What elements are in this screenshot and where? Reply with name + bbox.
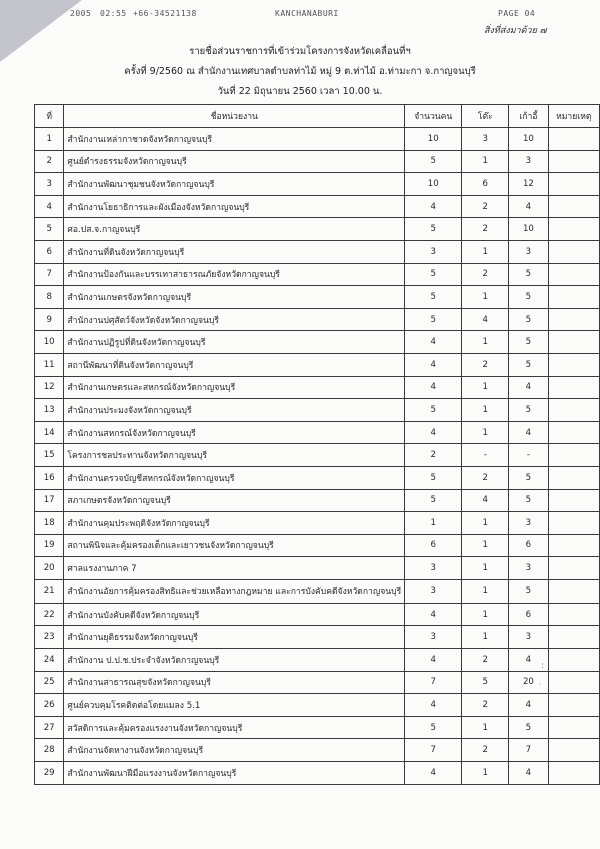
row-number: 11 (35, 353, 64, 376)
fax-location: KANCHANABURI (275, 9, 339, 18)
row-number: 2 (35, 150, 64, 173)
agency-name: สำนักงานจัดหางานจังหวัดกาญจนบุรี (64, 739, 405, 762)
people-count: 7 (405, 739, 462, 762)
table-count: 6 (462, 173, 509, 196)
chair-count: 5 (509, 331, 548, 354)
row-number: 26 (35, 694, 64, 717)
table-row (35, 512, 600, 535)
row-number: 15 (35, 444, 64, 467)
row-number: 5 (35, 218, 64, 241)
remark-cell (548, 263, 599, 286)
people-count: 3 (405, 557, 462, 580)
remark-cell (548, 240, 599, 263)
agency-name: สำนักงานบังคับคดีจังหวัดกาญจนบุรี (64, 603, 405, 626)
table-row (35, 489, 600, 512)
remark-cell (548, 444, 599, 467)
people-count: 4 (405, 694, 462, 717)
table-count: 1 (462, 286, 509, 309)
chair-count: 3 (509, 512, 548, 535)
agency-name: สำนักงานคุมประพฤติจังหวัดกาญจนบุรี (64, 512, 405, 535)
agency-name: สำนักงานปฏิรูปที่ดินจังหวัดกาญจนบุรี (64, 331, 405, 354)
chair-count: 4 (509, 694, 548, 717)
chair-count: 5 (509, 466, 548, 489)
scan-mark: ' (539, 682, 542, 692)
table-count: 1 (462, 534, 509, 557)
row-number: 18 (35, 512, 64, 535)
chair-count: 5 (509, 308, 548, 331)
remark-cell (548, 308, 599, 331)
people-count: 5 (405, 263, 462, 286)
remark-cell (548, 399, 599, 422)
chair-count: 7 (509, 739, 548, 762)
document-title: รายชื่อส่วนราชการที่เข้าร่วมโครงการจังหวัดเคลื่อนที่ฯ (189, 46, 411, 57)
table-row (35, 331, 600, 354)
row-number: 29 (35, 762, 64, 785)
table-row (35, 240, 600, 263)
table-count: 5 (462, 671, 509, 694)
table-count: 2 (462, 649, 509, 672)
chair-count: 6 (509, 534, 548, 557)
remark-cell (548, 649, 599, 672)
agency-name: สำนักงานสาธารณสุขจังหวัดกาญจนบุรี (64, 671, 405, 694)
remark-cell (548, 739, 599, 762)
agency-name: สำนักงานโยธาธิการและผังเมืองจังหวัดกาญจนบุรี (64, 195, 405, 218)
people-count: 4 (405, 376, 462, 399)
table-row (35, 150, 600, 173)
table-count: 3 (462, 128, 509, 151)
row-number: 9 (35, 308, 64, 331)
row-number: 16 (35, 466, 64, 489)
agency-name: สำนักงานพัฒนาฝีมือแรงงานจังหวัดกาญจนบุรี (64, 762, 405, 785)
remark-cell (548, 671, 599, 694)
remark-cell (548, 173, 599, 196)
table-count: 4 (462, 489, 509, 512)
table-row (35, 173, 600, 196)
row-number: 8 (35, 286, 64, 309)
table-row (35, 671, 600, 694)
people-count: 1 (405, 512, 462, 535)
agency-name: ศูนย์ควบคุมโรคติดต่อโดยแมลง 5.1 (64, 694, 405, 717)
chair-count: 4 (509, 762, 548, 785)
table-count: 1 (462, 762, 509, 785)
table-row (35, 739, 600, 762)
chair-count: 5 (509, 263, 548, 286)
row-number: 25 (35, 671, 64, 694)
table-count: 2 (462, 739, 509, 762)
remark-cell (548, 603, 599, 626)
table-row (35, 399, 600, 422)
table-count: 1 (462, 557, 509, 580)
table-row (35, 716, 600, 739)
handwritten-note: สิ่งที่ส่งมาด้วย ๗ (484, 26, 547, 36)
remark-cell (548, 694, 599, 717)
row-number: 23 (35, 626, 64, 649)
fax-time: 02:55 (100, 9, 127, 18)
people-count: 4 (405, 762, 462, 785)
agency-name: สำนักงานเกษตรและสหกรณ์จังหวัดกาญจนบุรี (64, 376, 405, 399)
fax-date: 2005 (70, 9, 92, 18)
agency-name: สถานีพัฒนาที่ดินจังหวัดกาญจนบุรี (64, 353, 405, 376)
agency-name: สำนักงานที่ดินจังหวัดกาญจนบุรี (64, 240, 405, 263)
table-count: 2 (462, 195, 509, 218)
table-row (35, 195, 600, 218)
header-tables: โต๊ะ (462, 105, 509, 128)
table-count: 1 (462, 512, 509, 535)
agency-name: สำนักงานปศุสัตว์จังหวัดจังหวัดกาญจนบุรี (64, 308, 405, 331)
table-count: 1 (462, 421, 509, 444)
remark-cell (548, 534, 599, 557)
row-number: 12 (35, 376, 64, 399)
table-row (35, 286, 600, 309)
people-count: 3 (405, 240, 462, 263)
agency-name: สำนักงานเกษตรจังหวัดกาญจนบุรี (64, 286, 405, 309)
table-row (35, 128, 600, 151)
people-count: 4 (405, 421, 462, 444)
agency-name: ศอ.ปส.จ.กาญจนบุรี (64, 218, 405, 241)
row-number: 6 (35, 240, 64, 263)
people-count: 5 (405, 218, 462, 241)
row-number: 22 (35, 603, 64, 626)
people-count: 4 (405, 331, 462, 354)
fax-page-number: PAGE 04 (498, 9, 536, 18)
table-count: 1 (462, 716, 509, 739)
row-number: 27 (35, 716, 64, 739)
chair-count: 3 (509, 626, 548, 649)
chair-count: 3 (509, 150, 548, 173)
people-count: 3 (405, 626, 462, 649)
agency-name: โครงการชลประทานจังหวัดกาญจนบุรี (64, 444, 405, 467)
table-count: 2 (462, 694, 509, 717)
agency-name: สำนักงานประมงจังหวัดกาญจนบุรี (64, 399, 405, 422)
remark-cell (548, 376, 599, 399)
table-row (35, 421, 600, 444)
remark-cell (548, 579, 599, 603)
row-number: 17 (35, 489, 64, 512)
header-chairs: เก้าอี้ (509, 105, 548, 128)
row-number: 1 (35, 128, 64, 151)
remark-cell (548, 331, 599, 354)
agency-name: สวัสดิการและคุ้มครองแรงงานจังหวัดกาญจนบุรี (64, 716, 405, 739)
chair-count: 12 (509, 173, 548, 196)
table-row (35, 218, 600, 241)
table-count: 1 (462, 579, 509, 603)
header-note: หมายเหตุ (548, 105, 599, 128)
remark-cell (548, 489, 599, 512)
chair-count: 5 (509, 353, 548, 376)
agency-name: สำนักงานพัฒนาชุมชนจังหวัดกาญจนบุรี (64, 173, 405, 196)
fax-phone: +66-34521138 (133, 9, 197, 18)
remark-cell (548, 557, 599, 580)
row-number: 3 (35, 173, 64, 196)
chair-count: - (509, 444, 548, 467)
table-count: - (462, 444, 509, 467)
table-row (35, 694, 600, 717)
people-count: 4 (405, 353, 462, 376)
remark-cell (548, 626, 599, 649)
table-row (35, 353, 600, 376)
row-number: 21 (35, 579, 64, 603)
table-row (35, 557, 600, 580)
table-row (35, 603, 600, 626)
agency-name: สำนักงานยุติธรรมจังหวัดกาญจนบุรี (64, 626, 405, 649)
agency-name: สำนักงานป้องกันและบรรเทาสาธารณภัยจังหวัดกาญจนบุรี (64, 263, 405, 286)
table-row (35, 762, 600, 785)
remark-cell (548, 466, 599, 489)
row-number: 10 (35, 331, 64, 354)
table-count: 2 (462, 263, 509, 286)
row-number: 28 (35, 739, 64, 762)
table-row (35, 466, 600, 489)
row-number: 4 (35, 195, 64, 218)
chair-count: 5 (509, 579, 548, 603)
remark-cell (548, 762, 599, 785)
table-count: 2 (462, 218, 509, 241)
chair-count: 4 (509, 649, 548, 672)
table-count: 2 (462, 353, 509, 376)
remark-cell (548, 421, 599, 444)
agency-name: สำนักงานอัยการคุ้มครองสิทธิและช่วยเหลือทางกฎหมาย และการบังคับคดีจังหวัดกาญจนบุรี (64, 579, 405, 603)
people-count: 5 (405, 466, 462, 489)
chair-count: 5 (509, 716, 548, 739)
chair-count: 3 (509, 557, 548, 580)
chair-count: 3 (509, 240, 548, 263)
chair-count: 4 (509, 195, 548, 218)
table-row (35, 376, 600, 399)
row-number: 19 (35, 534, 64, 557)
remark-cell (548, 353, 599, 376)
people-count: 5 (405, 286, 462, 309)
people-count: 3 (405, 579, 462, 603)
chair-count: 10 (509, 218, 548, 241)
agency-name: สำนักงานเหล่ากาชาดจังหวัดกาญจนบุรี (64, 128, 405, 151)
document-date: วันที่ 22 มิถุนายน 2560 เวลา 10.00 น. (217, 86, 383, 97)
table-row (35, 579, 600, 603)
row-number: 7 (35, 263, 64, 286)
table-count: 1 (462, 399, 509, 422)
table-count: 2 (462, 466, 509, 489)
chair-count: 5 (509, 286, 548, 309)
header-name: ชื่อหน่วยงาน (64, 105, 405, 128)
remark-cell (548, 716, 599, 739)
table-row (35, 649, 600, 672)
agency-name: ศาลแรงงานภาค 7 (64, 557, 405, 580)
header-no: ที่ (35, 105, 64, 128)
agency-name: ศูนย์ดำรงธรรมจังหวัดกาญจนบุรี (64, 150, 405, 173)
agency-table (34, 104, 600, 785)
table-count: 1 (462, 240, 509, 263)
agency-name: สภาเกษตรจังหวัดกาญจนบุรี (64, 489, 405, 512)
table-count: 1 (462, 150, 509, 173)
row-number: 14 (35, 421, 64, 444)
remark-cell (548, 150, 599, 173)
chair-count: 20 (509, 671, 548, 694)
table-header-row (35, 105, 600, 128)
document-subtitle: ครั้งที่ 9/2560 ณ สำนักงานเทศบาลตำบลท่าไม้ หมู่ 9 ต.ท่าไม้ อ.ท่ามะกา จ.กาญจนบุรี (124, 66, 476, 77)
row-number: 13 (35, 399, 64, 422)
people-count: 2 (405, 444, 462, 467)
people-count: 5 (405, 150, 462, 173)
agency-name: สำนักงานตรวจบัญชีสหกรณ์จังหวัดกาญจนบุรี (64, 466, 405, 489)
chair-count: 6 (509, 603, 548, 626)
chair-count: 10 (509, 128, 548, 151)
row-number: 24 (35, 649, 64, 672)
people-count: 7 (405, 671, 462, 694)
table-row (35, 308, 600, 331)
remark-cell (548, 286, 599, 309)
people-count: 4 (405, 649, 462, 672)
agency-name: สำนักงานสหกรณ์จังหวัดกาญจนบุรี (64, 421, 405, 444)
chair-count: 4 (509, 376, 548, 399)
header-people: จำนวนคน (405, 105, 462, 128)
chair-count: 5 (509, 399, 548, 422)
chair-count: 4 (509, 421, 548, 444)
table-count: 1 (462, 331, 509, 354)
agency-name: สำนักงาน ป.ป.ช.ประจำจังหวัดกาญจนบุรี (64, 649, 405, 672)
table-row (35, 444, 600, 467)
row-number: 20 (35, 557, 64, 580)
chair-count: 5 (509, 489, 548, 512)
people-count: 4 (405, 603, 462, 626)
table-count: 4 (462, 308, 509, 331)
scan-mark: : (541, 661, 545, 671)
table-count: 1 (462, 626, 509, 649)
people-count: 6 (405, 534, 462, 557)
remark-cell (548, 195, 599, 218)
table-row (35, 263, 600, 286)
people-count: 5 (405, 716, 462, 739)
people-count: 5 (405, 308, 462, 331)
table-row (35, 626, 600, 649)
table-count: 1 (462, 603, 509, 626)
remark-cell (548, 218, 599, 241)
people-count: 5 (405, 399, 462, 422)
people-count: 5 (405, 489, 462, 512)
people-count: 10 (405, 128, 462, 151)
remark-cell (548, 128, 599, 151)
remark-cell (548, 512, 599, 535)
people-count: 4 (405, 195, 462, 218)
table-row (35, 534, 600, 557)
agency-name: สถานพินิจและคุ้มครองเด็กและเยาวชนจังหวัดกาญจนบุรี (64, 534, 405, 557)
people-count: 10 (405, 173, 462, 196)
table-count: 1 (462, 376, 509, 399)
